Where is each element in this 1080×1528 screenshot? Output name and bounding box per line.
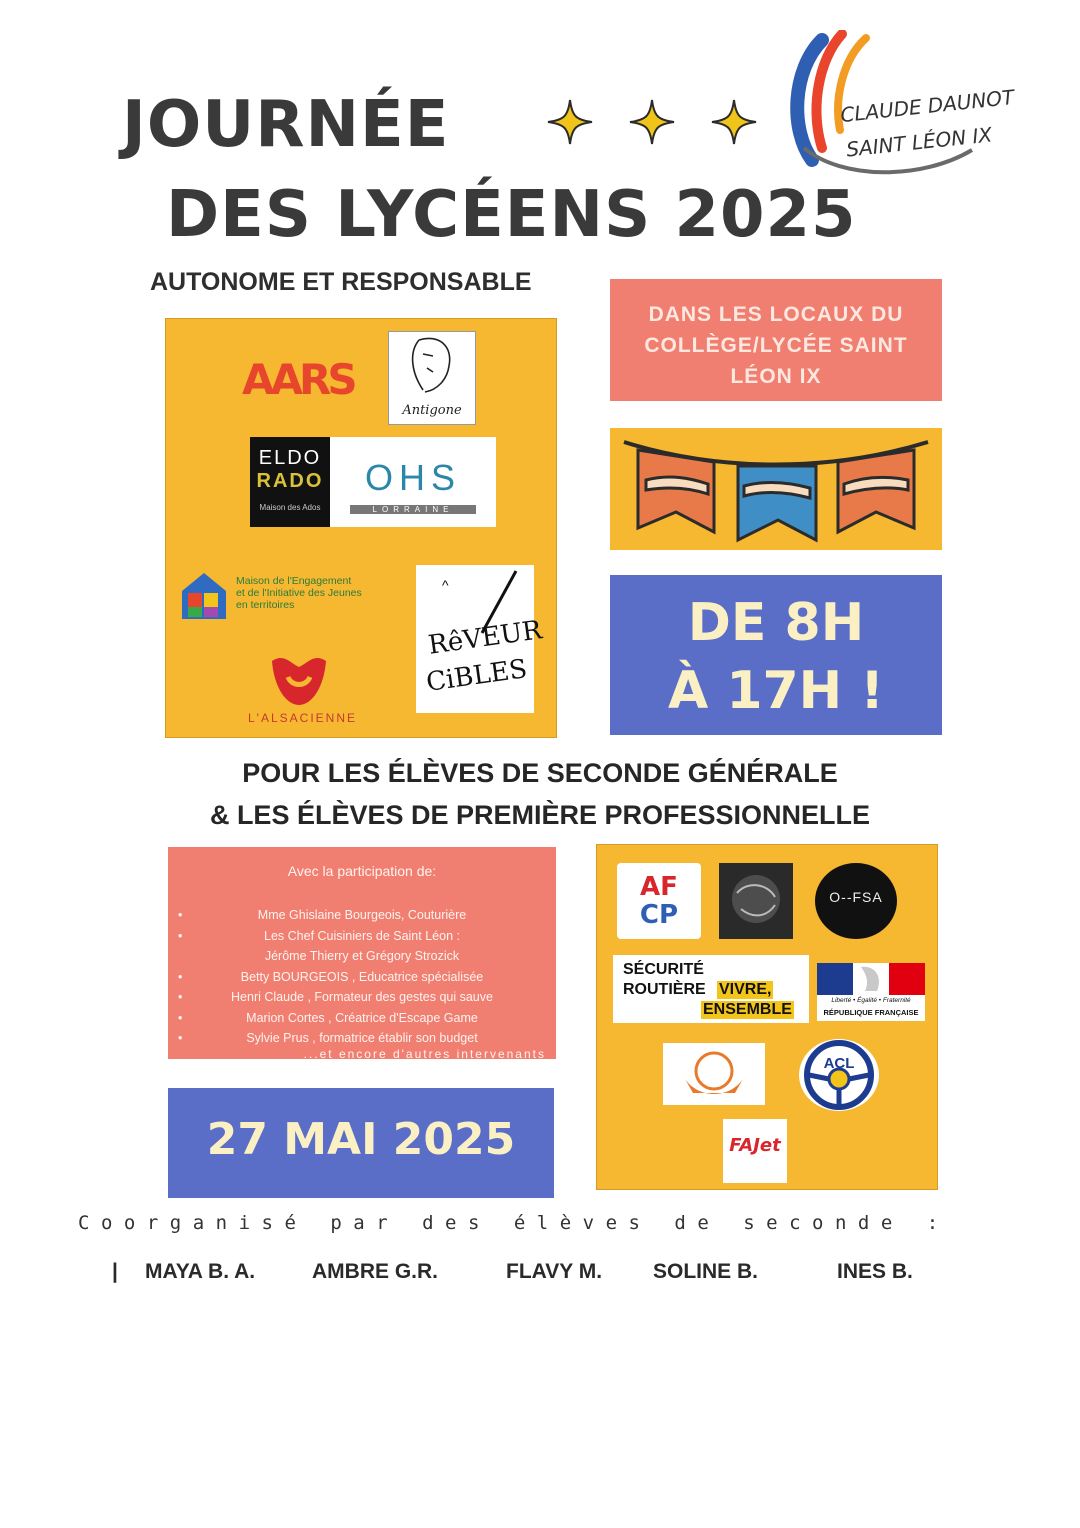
bullet: • [178,1010,183,1025]
participants-panel [168,847,556,1059]
bullet: • [178,990,183,1004]
organizer-name: SOLINE B. [653,1260,759,1283]
ohs-logo-text: OHS [364,457,461,498]
participants-list [174,905,550,1049]
participants-more: ...et encore d'autres intervenants [303,1047,546,1061]
acl-text: ACL [823,1055,855,1072]
afcp-text-2: CP [639,900,679,930]
house-logo-icon [178,569,230,621]
subtitle: AUTONOME ET RESPONSABLE [150,268,532,296]
school-logo-text-1: CLAUDE DAUNOT [839,84,1016,128]
partners-logos-panel [165,318,557,738]
eldorado-logo-text-1: ELDO [258,447,322,469]
reveurs-cibles-logo [416,565,544,713]
reveurs-accent: ^ [442,577,449,593]
bullet: • [178,928,183,943]
alsacienne-logo-text: L'ALSACIENNE [248,711,357,725]
participant-text: Marion Cortes , Créatrice d'Escape Game [246,1010,478,1025]
aars-logo-text: AARS [242,355,354,404]
dark-artwork-logo [719,863,793,939]
title-line-2: DES LYCÉENS 2025 [166,178,857,252]
coorganised-by: Coorganisé par des élèves de seconde : [78,1212,950,1234]
afcp-logo [617,863,701,939]
name-separator: | [112,1260,118,1283]
antigone-logo [388,331,476,425]
schedule-line-2: À 17H ! [667,661,885,721]
participant-item [174,1008,550,1029]
bullet: • [178,908,183,922]
steering-wheel-icon [803,1039,875,1111]
maison-engagement-text-3: en territoires [236,599,295,611]
maison-engagement-text-2: et de l'Initiative des Jeunes [236,587,362,599]
key-logo-text: O‑‑FSA [829,889,883,905]
sparkle-stars-icon [540,92,760,152]
alsacienne-logo-icon [268,653,330,709]
fajet-text: FAJet [729,1135,781,1156]
bunting-flags-icon [610,428,942,550]
location-line-1: DANS LES LOCAUX DU [648,303,904,326]
orange-emblem-logo [663,1043,765,1105]
aars-logo [242,355,354,413]
participant-item [174,946,550,967]
schedule-panel [610,575,942,735]
emblem-icon [663,1043,765,1105]
date-panel [168,1088,554,1198]
securite-text-4: ENSEMBLE [703,1001,792,1018]
bullet: • [178,1031,183,1045]
republique-motto: Liberté • Égalité • Fraternité [831,997,911,1004]
ohs-logo-subtext: LORRAINE [350,505,476,514]
audience-line-2: & LES ÉLÈVES DE PREMIÈRE PROFESSIONNELLE [209,800,871,830]
audience-line-1: POUR LES ÉLÈVES DE SECONDE GÉNÉRALE [242,758,838,788]
participant-item [174,1028,550,1049]
school-logo [782,30,1016,182]
securite-text-1: SÉCURITÉ [623,961,704,978]
bullet: • [178,969,183,984]
eldorado-logo-text-2: RADO [256,470,324,492]
participant-text: Les Chef Cuisiniers de Saint Léon : [264,928,460,943]
target-audience [0,752,1080,836]
participant-text: Mme Ghislaine Bourgeois, Couturière [257,908,467,922]
participants-heading: Avec la participation de: [287,863,437,879]
organizer-name: AMBRE G.R. [312,1260,438,1283]
antigone-face-icon [389,332,475,398]
location-line-3: LÉON IX [730,365,822,388]
eldorado-logo [250,437,330,527]
reveurs-text-2: CiBLES [424,654,529,698]
republique-text: RÉPUBLIQUE FRANÇAISE [823,1008,919,1017]
partners-logos-panel-2 [596,844,938,1190]
key-logo [815,863,897,939]
participant-item [174,926,550,947]
participant-text: Henri Claude , Formateur des gestes qui sauve [231,990,493,1004]
maison-engagement-text-1: Maison de l'Engagement [236,575,352,587]
republique-francaise-logo [817,963,925,1021]
acl-logo [799,1039,879,1111]
securite-text-2: ROUTIÈRE [623,981,706,998]
title-line-1: JOURNÉE [122,88,450,162]
sketch-artwork-icon [719,863,793,939]
participant-text: Jérôme Thierry et Grégory Strozick [264,949,460,963]
location-panel [610,279,942,401]
securite-text-3: VIVRE, [719,981,772,998]
school-logo-text-2: SAINT LÉON IX [845,122,994,162]
securite-routiere-logo [613,955,809,1023]
event-date: 27 MAI 2025 [206,1114,516,1165]
organizer-name: FLAVY M. [506,1260,603,1283]
schedule-line-1: DE 8H [687,593,865,653]
bunting-panel [610,428,942,550]
participant-item [174,967,550,988]
participant-item [174,905,550,926]
participant-item [174,987,550,1008]
maison-engagement-logo [236,575,396,611]
antigone-logo-text: Antigone [402,403,462,418]
location-line-2: COLLÈGE/LYCÉE SAINT [644,334,908,357]
marianne-flag-icon [817,963,925,995]
participant-text: Betty BOURGEOIS , Educatrice spécialisée [240,969,484,984]
eldorado-logo-subtext: Maison des Ados [259,503,321,512]
ohs-logo [330,437,496,527]
afcp-text-1: AF [640,872,678,902]
reveurs-text-1: RêVEUR [426,615,544,661]
organizer-name: INES B. [837,1260,913,1283]
organizer-name: MAYA B. A. [145,1260,256,1283]
participant-text: Sylvie Prus , formatrice établir son budget [246,1031,478,1045]
fajet-logo [723,1119,787,1183]
